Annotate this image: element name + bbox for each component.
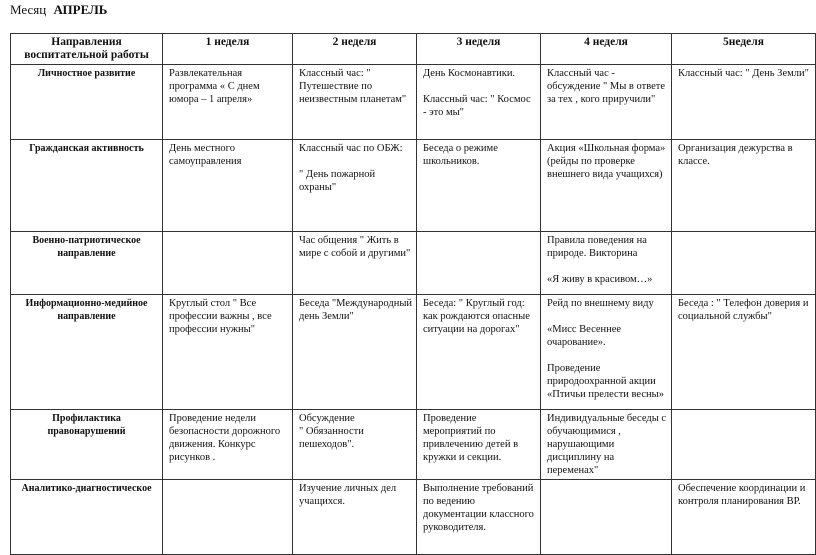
direction-cell: Военно-патриотическое направление xyxy=(11,232,163,295)
plan-cell xyxy=(672,410,816,480)
column-header: 4 неделя xyxy=(541,34,672,65)
column-header: 1 неделя xyxy=(163,34,293,65)
plan-cell: Классный час: " День Земли" xyxy=(672,65,816,140)
month-label: Месяц xyxy=(10,2,47,17)
direction-cell: Информационно-медийное направление xyxy=(11,295,163,410)
plan-cell: Правила поведения на природе. Викторина «Я живу в красивом…» xyxy=(541,232,672,295)
plan-cell: Рейд по внешнему виду «Мисс Весеннее очарование». Проведение природоохранной акции «Птичьи прелести весны» xyxy=(541,295,672,410)
plan-cell: Акция «Школьная форма» (рейды по проверке внешнего вида учащихся) xyxy=(541,140,672,232)
plan-cell: Индивидуальные беседы с обучающимися , нарушающими дисциплину на переменах" xyxy=(541,410,672,480)
month-header xyxy=(10,2,107,18)
plan-cell: Круглый стол " Все профессии важны , все профессии нужны" xyxy=(163,295,293,410)
direction-cell: Гражданская активность xyxy=(11,140,163,232)
month-value: АПРЕЛЬ xyxy=(53,2,108,17)
plan-cell: Проведение недели безопасности дорожного движения. Конкурс рисунков . xyxy=(163,410,293,480)
table-row xyxy=(11,65,816,140)
plan-cell: Обсуждение " Обязанности пешеходов". xyxy=(293,410,417,480)
column-header: Направления воспитательной работы xyxy=(11,34,163,65)
plan-cell: Классный час - обсуждение " Мы в ответе за тех , кого приручили" xyxy=(541,65,672,140)
plan-cell: Беседа о режиме школьников. xyxy=(417,140,541,232)
plan-cell xyxy=(672,232,816,295)
plan-cell: Час общения " Жить в мире с собой и другими" xyxy=(293,232,417,295)
plan-cell: Обеспечение координации и контроля планирования ВР. xyxy=(672,480,816,555)
direction-cell: Профилактика правонарушений xyxy=(11,410,163,480)
plan-cell: Изучение личных дел учащихся. xyxy=(293,480,417,555)
plan-cell xyxy=(541,480,672,555)
plan-cell: Выполнение требований по ведению документации классного руководителя. xyxy=(417,480,541,555)
plan-cell xyxy=(163,232,293,295)
table-row xyxy=(11,480,816,555)
plan-table xyxy=(10,33,816,555)
plan-cell: Развлекательная программа « С днем юмора – 1 апреля» xyxy=(163,65,293,140)
table-row xyxy=(11,140,816,232)
direction-cell: Личностное развитие xyxy=(11,65,163,140)
plan-cell: Беседа "Международный день Земли" xyxy=(293,295,417,410)
plan-cell: Организация дежурства в классе. xyxy=(672,140,816,232)
plan-cell: Классный час: " Путешествие по неизвестным планетам" xyxy=(293,65,417,140)
table-row xyxy=(11,410,816,480)
direction-cell: Аналитико-диагностическое xyxy=(11,480,163,555)
table-row xyxy=(11,295,816,410)
plan-cell: День Космонавтики. Классный час: " Космос - это мы" xyxy=(417,65,541,140)
plan-cell: День местного самоуправления xyxy=(163,140,293,232)
plan-cell xyxy=(417,232,541,295)
plan-cell: Классный час по ОБЖ: " День пожарной охраны" xyxy=(293,140,417,232)
plan-cell: Проведение мероприятий по привлечению детей в кружки и секции. xyxy=(417,410,541,480)
column-header: 5неделя xyxy=(672,34,816,65)
table-header-row xyxy=(11,34,816,65)
column-header: 3 неделя xyxy=(417,34,541,65)
plan-cell: Беседа: " Круглый год: как рождаются опасные ситуации на дорогах" xyxy=(417,295,541,410)
plan-cell xyxy=(163,480,293,555)
column-header: 2 неделя xyxy=(293,34,417,65)
plan-cell: Беседа : " Телефон доверия и социальной службы" xyxy=(672,295,816,410)
table-row xyxy=(11,232,816,295)
